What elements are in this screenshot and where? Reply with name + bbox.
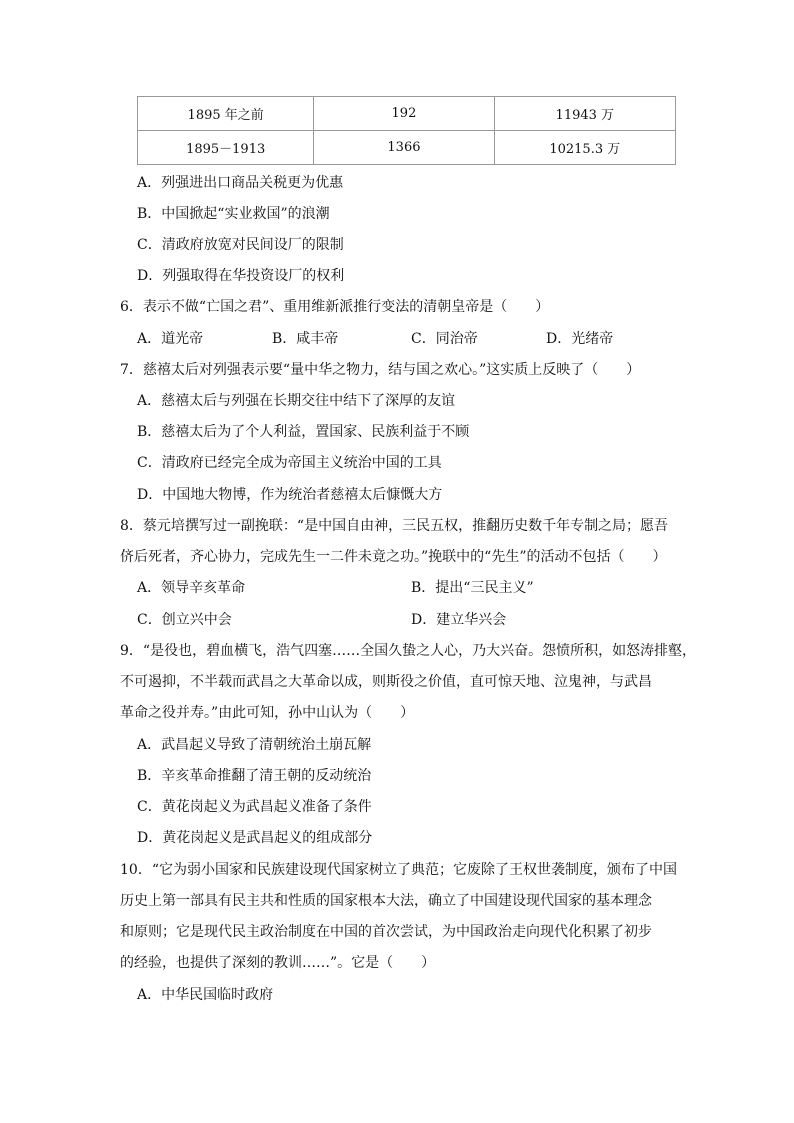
q8-option-a[interactable]: A．领导辛亥革命 [137, 580, 246, 596]
q6-option-d[interactable]: D．光绪帝 [546, 331, 614, 347]
q7-stem: 7．慈禧太后对列强表示要“量中华之物力，结与国之欢心。”这实质上反映了（ ） [120, 362, 641, 378]
q8-stem-line-1: 8．蔡元培撰写过一副挽联：“是中国自由神，三民五权，推翻历史数千年专制之局；愿吾 [120, 518, 669, 534]
table-row [138, 97, 676, 131]
q8-option-d[interactable]: D．建立华兴会 [411, 612, 507, 628]
table-cell: 192 [314, 97, 494, 131]
q9-option-b[interactable]: B．辛亥革命推翻了清王朝的反动统治 [137, 768, 372, 784]
table-row [138, 131, 676, 165]
q9-stem-line-2: 不可遏抑，不半载而武昌之大革命以成，则斯役之价值，直可惊天地、泣鬼神，与武昌 [120, 674, 652, 690]
q9-stem-line-3: 革命之役并寿。”由此可知，孙中山认为（ ） [120, 705, 415, 721]
q10-option-a[interactable]: A．中华民国临时政府 [137, 987, 274, 1003]
table-cell: 1895－1913 [138, 131, 314, 165]
q10-stem-line-2: 历史上第一部具有民主共和性质的国家根本大法，确立了中国建设现代国家的基本理念 [120, 893, 652, 909]
q6-stem: 6．表示不做“亡国之君”、重用维新派推行变法的清朝皇帝是（ ） [120, 299, 550, 315]
q10-stem-line-4: 的经验，也提供了深刻的教训……”。它是（ ） [120, 955, 436, 971]
table-cell: 1366 [314, 131, 494, 165]
q7-option-b[interactable]: B．慈禧太后为了个人利益，置国家、民族利益于不顾 [137, 424, 470, 440]
q9-stem-line-1: 9．“是役也，碧血横飞，浩气四塞……全国久蛰之人心，乃大兴奋。怨愤所积，如怒涛排壑， [120, 643, 697, 659]
table-cell: 1895 年之前 [138, 97, 314, 131]
q5-option-a[interactable]: A．列强进出口商品关税更为优惠 [137, 175, 344, 191]
q9-option-c[interactable]: C．黄花岗起义为武昌起义准备了条件 [137, 799, 372, 815]
q6-option-c[interactable]: C．同治帝 [411, 331, 478, 347]
q7-option-a[interactable]: A．慈禧太后与列强在长期交往中结下了深厚的友谊 [137, 393, 456, 409]
table-cell: 10215.3 万 [494, 131, 675, 165]
q6-option-a[interactable]: A．道光帝 [137, 331, 204, 347]
q6-option-b[interactable]: B．咸丰帝 [272, 331, 339, 347]
q10-stem-line-1: 10．“它为弱小国家和民族建设现代国家树立了典范；它废除了王权世袭制度，颁布了中国 [120, 862, 677, 878]
q5-option-b[interactable]: B．中国掀起“实业救国”的浪潮 [137, 206, 330, 222]
data-table [137, 96, 676, 165]
q10-stem-line-3: 和原则；它是现代民主政治制度在中国的首次尝试，为中国政治走向现代化积累了初步 [120, 924, 652, 940]
q7-option-c[interactable]: C．清政府已经完全成为帝国主义统治中国的工具 [137, 455, 442, 471]
q5-option-d[interactable]: D．列强取得在华投资设厂的权利 [137, 268, 345, 284]
q7-option-d[interactable]: D．中国地大物博，作为统治者慈禧太后慷慨大方 [137, 487, 443, 503]
q5-option-c[interactable]: C．清政府放宽对民间设厂的限制 [137, 237, 344, 253]
q8-option-c[interactable]: C．创立兴中会 [137, 612, 232, 628]
q8-stem-line-2: 侪后死者，齐心协力，完成先生一二件未竟之功。”挽联中的“先生”的活动不包括（ ） [120, 549, 667, 565]
q9-option-a[interactable]: A．武昌起义导致了清朝统治土崩瓦解 [137, 737, 372, 753]
q8-option-b[interactable]: B．提出“三民主义” [411, 580, 534, 596]
table-cell: 11943 万 [494, 97, 675, 131]
q9-option-d[interactable]: D．黄花岗起义是武昌起义的组成部分 [137, 830, 373, 846]
